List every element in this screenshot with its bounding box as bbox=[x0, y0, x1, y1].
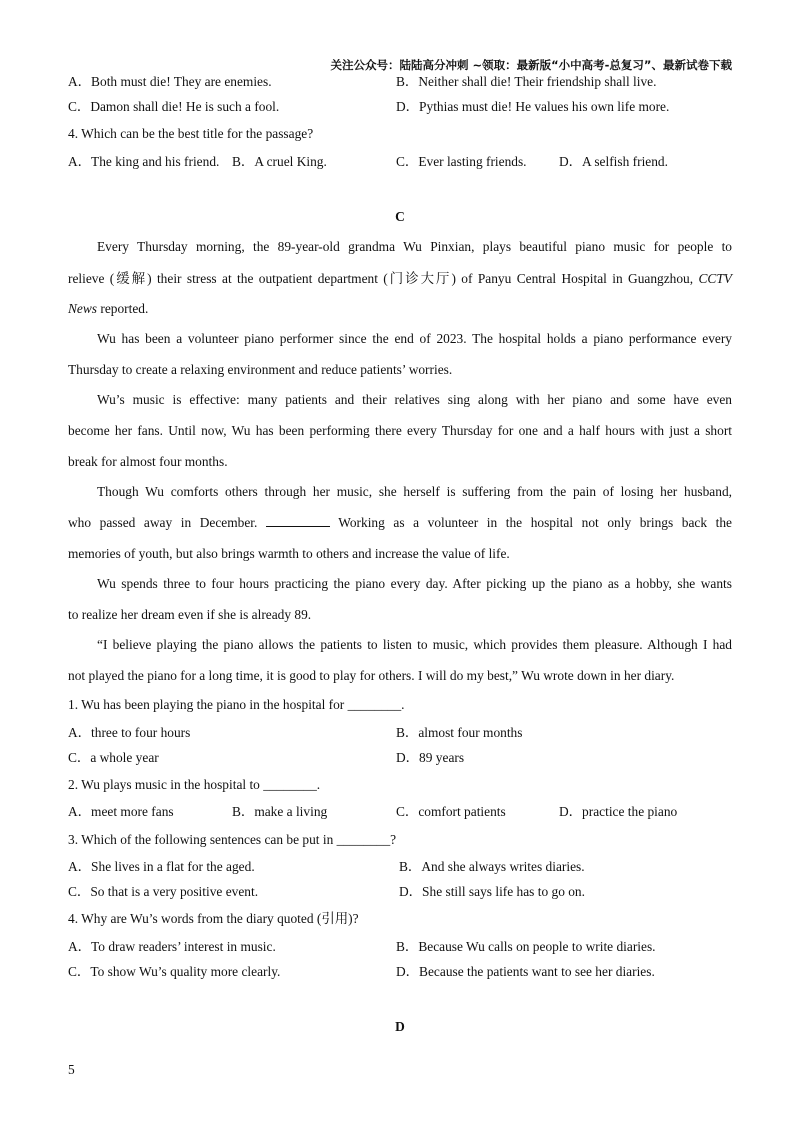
q3-option-d: D．She still says life has to go on. bbox=[399, 884, 585, 899]
q4-option-b: B．Because Wu calls on people to write diaries. bbox=[396, 939, 656, 954]
paragraph-4-line-2 bbox=[68, 514, 732, 532]
answer-blank bbox=[266, 514, 330, 527]
paragraph-4-line-1: Though Wu comforts others through her music, she herself is suffering from the pain of losing her husband, bbox=[97, 484, 732, 499]
q1-stem: 1. Wu has been playing the piano in the hospital for ________. bbox=[68, 697, 405, 712]
prev-q4-stem: 4. Which can be the best title for the passage? bbox=[68, 126, 314, 141]
prev-q3-option-c: C．Damon shall die! He is such a fool. bbox=[68, 99, 280, 114]
paragraph-2-line-2: Thursday to create a relaxing environment and reduce patients’ worries. bbox=[68, 362, 453, 377]
section-c-title: C bbox=[395, 209, 405, 224]
page-header-banner: 关注公众号：陆陆高分冲刺 ~领取：最新版“小中高考-总复习”、最新试卷下载 bbox=[330, 58, 732, 72]
paragraph-4-text-before-blank: who passed away in December. bbox=[68, 515, 258, 530]
q3-option-c: C．So that is a very positive event. bbox=[68, 884, 259, 899]
q2-option-b: B．make a living bbox=[232, 804, 328, 819]
paragraph-1-line-1: Every Thursday morning, the 89-year-old grandma Wu Pinxian, plays beautiful piano music for people to bbox=[97, 239, 732, 254]
prev-q3-option-a: A．Both must die! They are enemies. bbox=[68, 74, 272, 89]
paragraph-6-line-2: not played the piano for a long time, it is good to play for others. I will do my best,” Wu wrote down in her diary. bbox=[68, 668, 675, 683]
q4-stem: 4. Why are Wu’s words from the diary quoted (引用)? bbox=[68, 911, 359, 926]
paragraph-5-line-2: to realize her dream even if she is already 89. bbox=[68, 607, 312, 622]
paragraph-2-line-1: Wu has been a volunteer piano performer since the end of 2023. The hospital holds a piano performance every bbox=[97, 331, 732, 346]
prev-q4-option-b: B．A cruel King. bbox=[232, 154, 327, 169]
prev-q4-option-a: A．The king and his friend. bbox=[68, 154, 220, 169]
q4-option-d: D．Because the patients want to see her diaries. bbox=[396, 964, 655, 979]
paragraph-3-line-2: become her fans. Until now, Wu has been performing there every Thursday for one and a half hours with just a short bbox=[68, 423, 732, 438]
prev-q3-option-d: D．Pythias must die! He values his own life more. bbox=[396, 99, 670, 114]
q2-option-c: C．comfort patients bbox=[396, 804, 506, 819]
q1-option-c: C．a whole year bbox=[68, 750, 159, 765]
prev-q4-option-c: C．Ever lasting friends. bbox=[396, 154, 527, 169]
q4-option-c: C．To show Wu’s quality more clearly. bbox=[68, 964, 281, 979]
q1-option-d: D．89 years bbox=[396, 750, 465, 765]
paragraph-4-text-after-blank: Working as a volunteer in the hospital not only brings back the bbox=[338, 515, 732, 530]
paragraph-1-line-3 bbox=[68, 300, 148, 318]
q2-option-d: D．practice the piano bbox=[559, 804, 678, 819]
q3-stem: 3. Which of the following sentences can be put in ________? bbox=[68, 832, 397, 847]
paragraph-1-end: reported. bbox=[97, 301, 149, 316]
paragraph-5-line-1: Wu spends three to four hours practicing the piano every day. After picking up the piano as a hobby, she wants bbox=[97, 576, 732, 591]
q3-option-b: B．And she always writes diaries. bbox=[399, 859, 585, 874]
q3-option-a: A．She lives in a flat for the aged. bbox=[68, 859, 255, 874]
q1-option-b: B．almost four months bbox=[396, 725, 523, 740]
paragraph-6-line-1: “I believe playing the piano allows the patients to listen to music, which provides them pleasure. Although I had bbox=[97, 637, 732, 652]
prev-q4-option-d: D．A selfish friend. bbox=[559, 154, 668, 169]
source-name-cctv: CCTV bbox=[698, 271, 732, 286]
paragraph-3-line-3: break for almost four months. bbox=[68, 454, 228, 469]
page-number: 5 bbox=[68, 1062, 75, 1077]
paragraph-4-line-3: memories of youth, but also brings warmth to others and increase the value of life. bbox=[68, 546, 510, 561]
source-name-news: News bbox=[68, 301, 98, 316]
paragraph-3-line-1: Wu’s music is effective: many patients and their relatives sing along with her piano and some have even bbox=[97, 392, 732, 407]
paragraph-1-text: relieve (缓解) their stress at the outpatient department (门诊大厅) of Panyu Central Hospital in Guangzhou, bbox=[68, 271, 694, 286]
section-d-title: D bbox=[395, 1019, 405, 1034]
q2-option-a: A．meet more fans bbox=[68, 804, 174, 819]
prev-q3-option-b: B．Neither shall die! Their friendship shall live. bbox=[396, 74, 657, 89]
q1-option-a: A．three to four hours bbox=[68, 725, 191, 740]
q4-option-a: A．To draw readers’ interest in music. bbox=[68, 939, 276, 954]
q2-stem: 2. Wu plays music in the hospital to ________. bbox=[68, 777, 321, 792]
paragraph-1-line-2 bbox=[68, 270, 732, 288]
